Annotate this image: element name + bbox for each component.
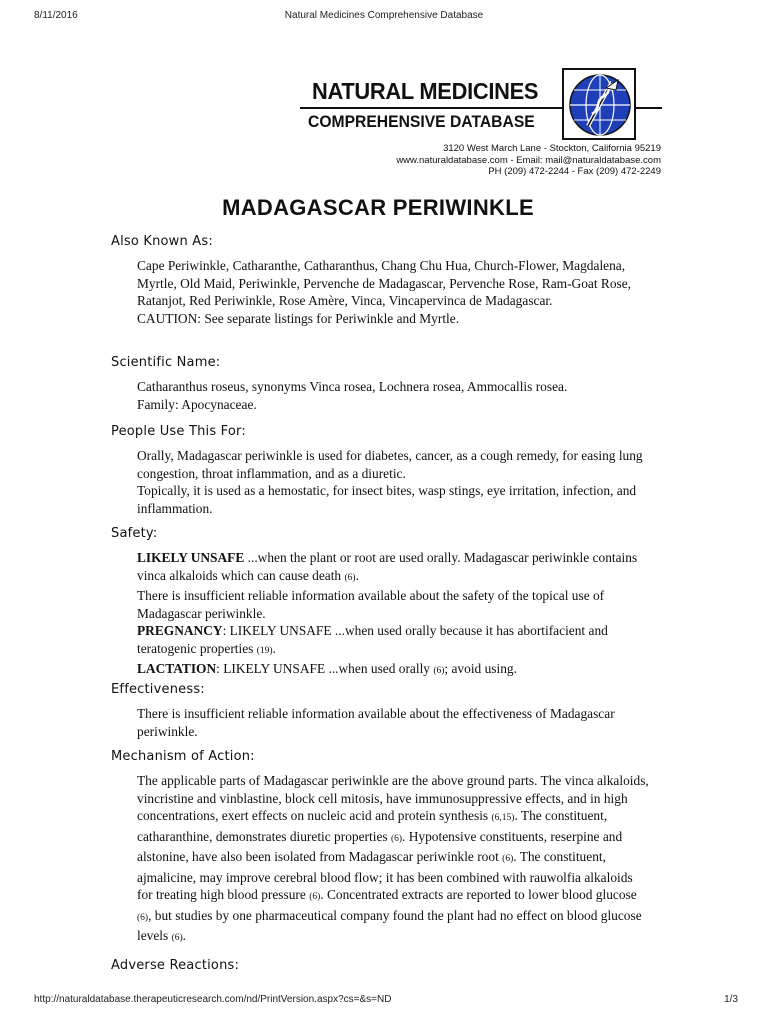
reference: (19) <box>256 645 273 656</box>
section-heading: Safety: <box>111 526 158 541</box>
section-also-known-as <box>111 234 651 327</box>
reference: (6) <box>433 666 445 676</box>
effectiveness-text: There is insufficient reliable information available about the effectiveness of Madagascar periwinkle. <box>137 706 615 739</box>
reference: (6) <box>171 933 183 943</box>
section-body <box>137 705 651 740</box>
safety-oral: LIKELY UNSAFE ...when the plant or root are used orally. Madagascar periwinkle contains vinca alkaloids which can cause death (6). <box>137 550 638 583</box>
print-header <box>0 0 768 30</box>
logo-line1: NATURAL MEDICINES <box>312 78 539 104</box>
page-number: 1/3 <box>724 994 738 1005</box>
section-safety <box>111 526 651 681</box>
pregnancy-label: PREGNANCY <box>137 623 223 638</box>
print-date: 8/11/2016 <box>34 10 78 21</box>
print-title: Natural Medicines Comprehensive Database <box>284 10 484 21</box>
section-heading: Mechanism of Action: <box>111 749 255 764</box>
section-adverse-reactions <box>111 958 651 973</box>
caution-text: CAUTION: See separate listings for Periwinkle and Myrtle. <box>137 310 460 326</box>
section-heading: People Use This For: <box>111 424 246 439</box>
section-heading: Also Known As: <box>111 234 213 249</box>
address-web: www.naturaldatabase.com - Email: mail@naturaldatabase.com <box>396 154 661 166</box>
lactation-label: LACTATION <box>137 661 217 676</box>
address-block <box>396 143 661 178</box>
safety-rating: LIKELY UNSAFE <box>137 550 245 565</box>
section-heading: Scientific Name: <box>111 355 221 370</box>
section-body <box>137 378 651 413</box>
logo-line2: COMPREHENSIVE DATABASE <box>308 113 535 131</box>
reference: (6) <box>390 833 403 844</box>
reference: (6) <box>309 892 321 902</box>
section-heading: Adverse Reactions: <box>111 958 240 973</box>
reference: (6) <box>502 854 514 864</box>
mechanism-text: The applicable parts of Madagascar periwinkle are the above ground parts. The vinca alkaloids, vincristine and vinblastine, block cell mitosis, have immunosuppressive effects, and in high concentrations, exert effects on nucleic acid and protein synthesis (6,15). The constituent, catharanthine, demonstrates diuretic properties (6). Hypotensive constituents, reserpine and alstonine, have also been isolated from Madagascar periwinkle root (6). The constituent, ajmalicine, may improve cerebral blood flow; it has been combined with rauwolfia alkaloids for treating high blood pressure (6). Concentrated extracts are reported to lower blood glucose (6), but studies by one pharmaceutical company found the plant had no effect on blood glucose levels (6). <box>137 773 649 943</box>
reference: (6) <box>137 912 149 923</box>
address-phone: PH (209) 472-2244 - Fax (209) 472-2249 <box>488 166 661 177</box>
reference: (6,15) <box>491 813 515 823</box>
safety-topical: There is insufficient reliable information available about the safety of the topical use of Madagascar periwinkle. <box>137 588 605 621</box>
page-title: MADAGASCAR PERIWINKLE <box>222 195 534 220</box>
section-body <box>137 447 651 517</box>
reference: (6) <box>344 572 356 583</box>
family-text: Family: Apocynaceae. <box>137 396 257 412</box>
section-body <box>137 549 651 681</box>
address-street: 3120 West March Lane - Stockton, California 95219 <box>443 143 661 154</box>
section-scientific-name <box>111 355 651 413</box>
also-known-as-text: Cape Periwinkle, Catharanthe, Catharanthus, Chang Chu Hua, Church-Flower, Magdalena, Myrtle, Old Maid, Periwinkle, Pervenche de Madagascar, Pervenche Rose, Ram-Goat Rose, Ratanjot, Red Periwinkle, Rose Amère, Vinca, Vincapervinca de Madagascar. <box>137 258 632 308</box>
section-body <box>137 257 651 327</box>
scientific-name-text: Catharanthus roseus, synonyms Vinca rosea, Lochnera rosea, Ammocallis rosea. <box>137 379 568 394</box>
section-body <box>137 772 651 948</box>
section-people-use <box>111 424 651 517</box>
globe-caduceus-icon <box>562 68 636 140</box>
safety-pregnancy: PREGNANCY: LIKELY UNSAFE ...when used orally because it has abortifacient and teratogenic properties (19). <box>137 623 608 656</box>
topical-use-text: Topically, it is used as a hemostatic, for insect bites, wasp stings, eye irritation, infection, and inflammation. <box>137 483 637 516</box>
oral-use-text: Orally, Madagascar periwinkle is used for diabetes, cancer, as a cough remedy, for easing lung congestion, throat inflammation, and as a diuretic. <box>137 448 643 481</box>
section-heading: Effectiveness: <box>111 682 205 697</box>
section-mechanism <box>111 749 651 948</box>
section-effectiveness <box>111 682 651 740</box>
safety-lactation: LACTATION: LIKELY UNSAFE ...when used orally (6); avoid using. <box>137 661 517 676</box>
print-url: http://naturaldatabase.therapeuticresearch.com/nd/PrintVersion.aspx?cs=&s=ND <box>34 994 392 1005</box>
